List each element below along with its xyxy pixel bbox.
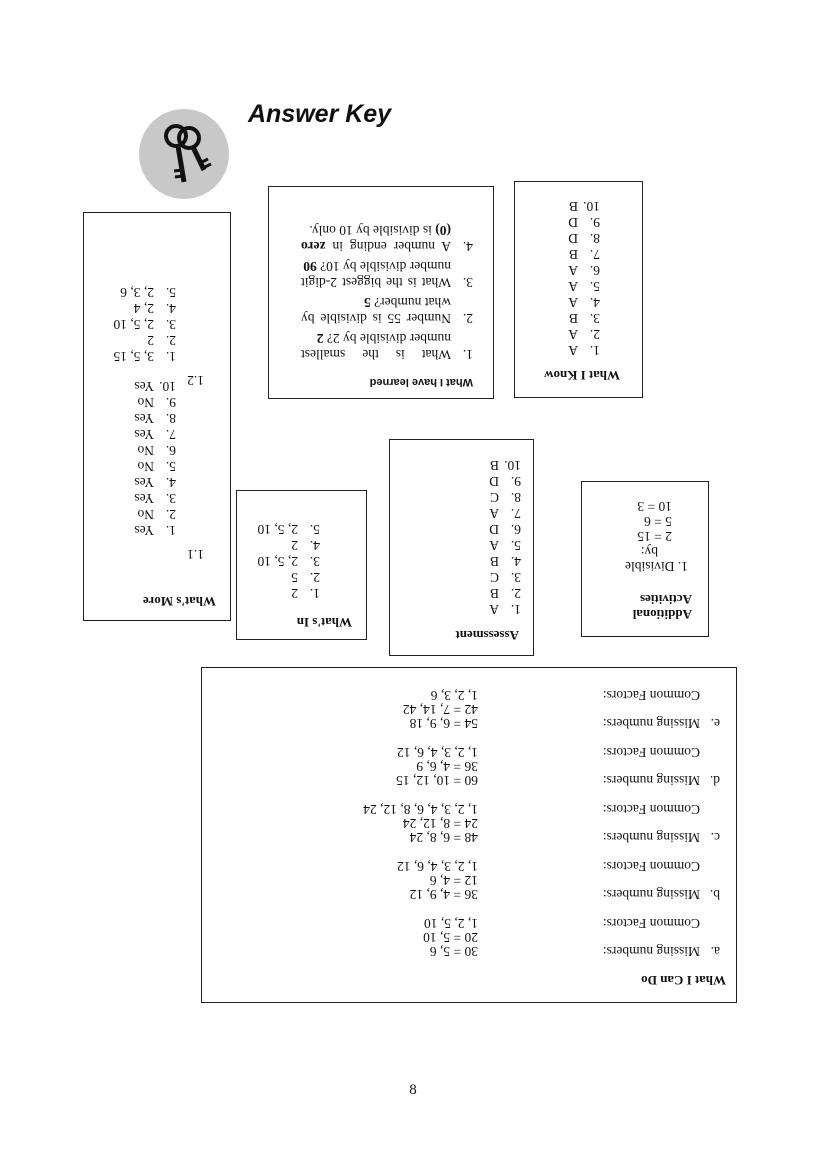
what-i-know-heading: What I Know bbox=[544, 368, 620, 383]
whats-in-heading: What's In bbox=[296, 615, 352, 630]
list-item: 3. B bbox=[568, 311, 600, 326]
list-item: 7. Yes bbox=[134, 427, 176, 442]
list-item: b. Missing numbers: 36 = 4, 9, 12 12 = 4, 6 Common Factors: 1, 2, 3, 4, 6, 12 bbox=[397, 859, 720, 902]
what-i-can-do-list bbox=[202, 673, 736, 958]
list-item: 1. 3, 5, 15 bbox=[113, 349, 176, 364]
list-item: 10. B bbox=[489, 458, 521, 473]
list-item: 1. A bbox=[568, 343, 600, 358]
list-item: 1. 2 bbox=[291, 586, 320, 601]
what-i-know-box bbox=[514, 181, 643, 398]
list-item: 8. D bbox=[568, 231, 600, 246]
assessment-heading: Assessment bbox=[455, 628, 519, 643]
list-item: e. Missing numbers: 54 = 6, 9, 18 42 = 7, 14, 42 Common Factors: 1, 2, 3, 6 bbox=[402, 688, 720, 731]
list-item: 3. 2, 5, 10 bbox=[257, 554, 320, 569]
list-item: 3. What is the biggest 2-digit number divisible by 10? 90 bbox=[301, 259, 473, 290]
list-item: 5. A bbox=[489, 538, 521, 553]
list-item: 5. No bbox=[137, 459, 176, 474]
additional-activities-body: 1. Divisible by: 2 = 15 5 = 6 10 = 3 bbox=[625, 499, 688, 574]
whats-more-part2-list bbox=[114, 284, 177, 364]
list-item: 5. 2, 5, 10 bbox=[257, 522, 320, 537]
list-item: 9. No bbox=[137, 395, 176, 410]
list-item: 2. No bbox=[137, 507, 176, 522]
list-item: 7. B bbox=[568, 247, 600, 262]
list-item: 8. C bbox=[489, 490, 521, 505]
list-item: 4. A bbox=[568, 295, 600, 310]
list-item: 6. No bbox=[137, 443, 176, 458]
learned-list bbox=[301, 222, 473, 362]
whats-in-list bbox=[258, 521, 321, 601]
list-item: 4. 2, 4 bbox=[133, 301, 176, 316]
whats-in-box bbox=[236, 490, 367, 640]
list-item: d. Missing numbers: 60 = 10, 12, 15 36 = 4, 6, 9 Common Factors: 1, 2, 3, 4, 6, 12 bbox=[396, 745, 720, 788]
whats-more-part1-list bbox=[134, 378, 176, 538]
list-item: 4. A number ending in zero (0) is divisible by 10 only. bbox=[301, 223, 473, 254]
list-item: 9. D bbox=[568, 215, 600, 230]
list-item: 6. A bbox=[568, 263, 600, 278]
list-item: 3. 2, 5, 10 bbox=[113, 317, 176, 332]
list-item: 4. Yes bbox=[134, 475, 176, 490]
list-item: a. Missing numbers: 30 = 5, 6 20 = 5, 10 Common Factors: 1, 2, 5, 10 bbox=[423, 916, 720, 959]
list-item: 9. D bbox=[489, 474, 521, 489]
assessment-list bbox=[489, 457, 521, 617]
list-item: 3. C bbox=[489, 570, 521, 585]
list-item: 2. 5 bbox=[291, 570, 320, 585]
what-i-have-learned-box bbox=[268, 186, 494, 399]
page-title: Answer Key bbox=[248, 100, 392, 128]
whats-more-box bbox=[83, 212, 231, 621]
list-item: 2. A bbox=[568, 327, 600, 342]
list-item: 6. D bbox=[489, 522, 521, 537]
list-item: c. Missing numbers: 48 = 6, 8, 24 24 = 8, 12, 24 Common Factors: 1, 2, 3, 4, 6, 8, 12, 24 bbox=[363, 802, 720, 845]
list-item: 1. A bbox=[489, 602, 521, 617]
what-i-know-list bbox=[568, 198, 600, 358]
list-item: 10. Yes bbox=[134, 379, 176, 394]
list-item: 2. B bbox=[489, 586, 521, 601]
keys-icon bbox=[138, 108, 230, 200]
list-item: 2. Number 55 is divisible by what number? 5 bbox=[301, 295, 473, 326]
list-item: 8. Yes bbox=[134, 411, 176, 426]
list-item: 1. Yes bbox=[134, 523, 176, 538]
list-item: 5. A bbox=[568, 279, 600, 294]
whats-more-heading: What's More bbox=[142, 594, 216, 609]
what-i-can-do-heading: What I Can Do bbox=[641, 973, 726, 988]
list-item: 1. What is the smallest number divisible by 2? 2 bbox=[301, 331, 473, 362]
part1-label: 1.1 bbox=[187, 547, 204, 562]
list-item: 4. 2 bbox=[291, 538, 320, 553]
additional-activities-box bbox=[581, 481, 709, 637]
list-item: 4. B bbox=[489, 554, 521, 569]
list-item: 2. 2 bbox=[147, 333, 176, 348]
list-item: 3. Yes bbox=[134, 491, 176, 506]
what-i-can-do-box bbox=[201, 667, 737, 1003]
additional-activities-heading: Additional Activities bbox=[632, 592, 692, 622]
assessment-box bbox=[389, 439, 534, 656]
list-item: 10. B bbox=[568, 199, 600, 214]
what-i-have-learned-heading: What I have learned bbox=[369, 376, 473, 388]
list-item: 5. 2, 3, 6 bbox=[120, 285, 176, 300]
part2-label: 1.2 bbox=[187, 373, 204, 388]
list-item: 7. A bbox=[489, 506, 521, 521]
page-number: 8 bbox=[409, 1082, 417, 1098]
